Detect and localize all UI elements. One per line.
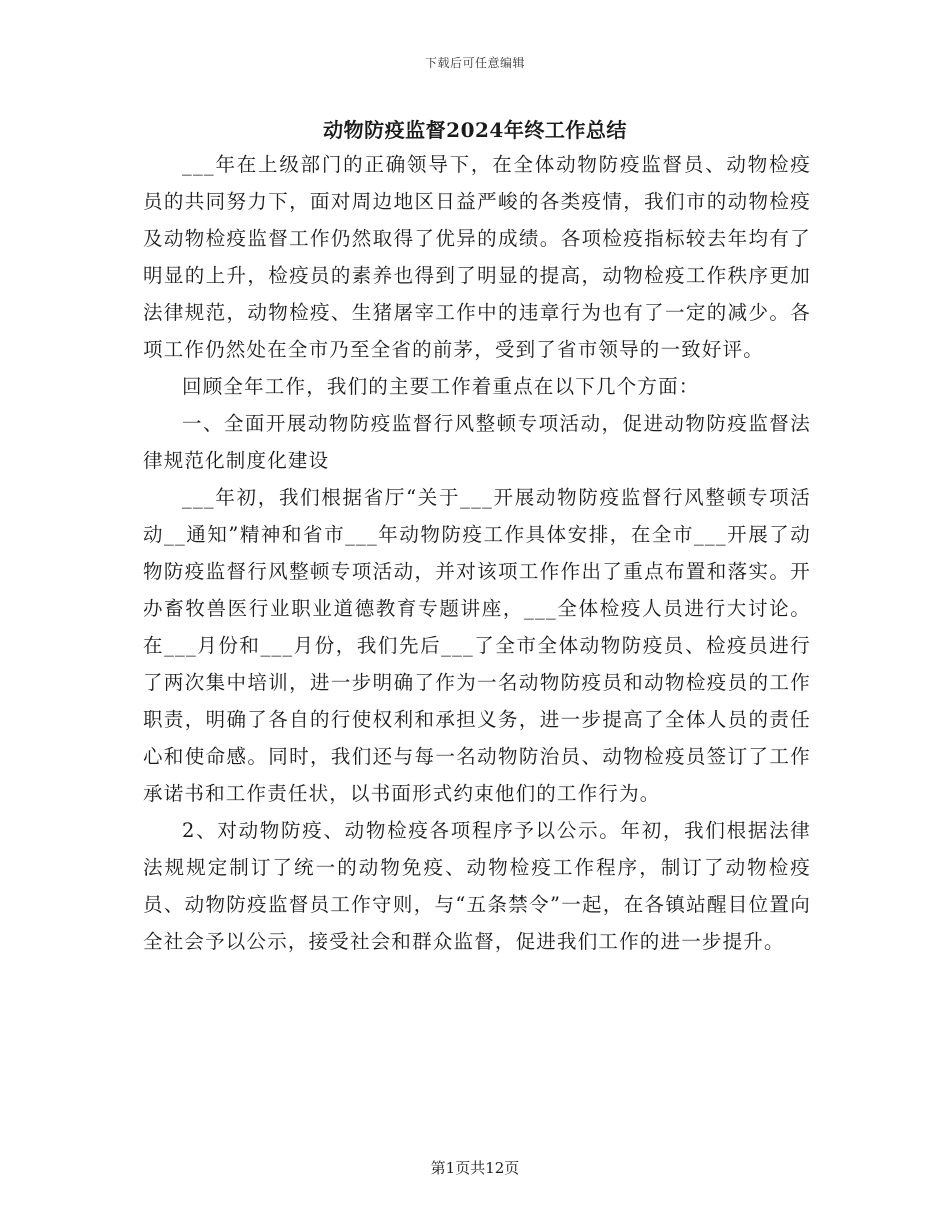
document-title: 动物防疫监督2024年终工作总结 xyxy=(323,118,627,142)
section-heading-1: 一、全面开展动物防疫监督行风整顿专项活动，促进动物防疫监督法律规范化制度化建设 xyxy=(143,412,811,472)
paragraph-intro: ___年在上级部门的正确领导下，在全体动物防疫监督员、动物检疫员的共同努力下，面对周边地区日益严峻的各类疫情，我们市的动物检疫及动物检疫监督工作仍然取得了优异的成绩。各项检疫指标较去年均有了明显的上升，检疫员的素养也得到了明显的提高，动物检疫工作秩序更加法律规范，动物检疫、生猪屠宰工作中的违章行为也有了一定的减少。各项工作仍然处在全市乃至全省的前茅，受到了省市领导的一致好评。 xyxy=(143,153,811,361)
header-note: 下载后可任意编辑 xyxy=(424,56,525,70)
page-footer: 第1页共12页 xyxy=(430,1159,520,1177)
paragraph-review: 回顾全年工作，我们的主要工作着重点在以下几个方面： xyxy=(182,375,700,398)
document-body xyxy=(143,146,811,960)
paragraph-item-2: 2、对动物防疫、动物检疫各项程序予以公示。年初，我们根据法律法规规定制订了统一的动物免疫、动物检疫工作程序，制订了动物检疫员、动物防疫监督员工作守则，与“五条禁令”一起，在各镇站醒目位置向全社会予以公示，接受社会和群众监督，促进我们工作的进一步提升。 xyxy=(143,819,811,953)
paragraph-early-year: ___年初，我们根据省厅“关于___开展动物防疫监督行风整顿专项活动__通知”精神和省市___年动物防疫工作具体安排，在全市___开展了动物防疫监督行风整顿专项活动，并对该项工作作出了重点布置和落实。开办畜牧兽医行业职业道德教育专题讲座，___全体检疫人员进行大讨论。在___月份和___月份，我们先后___了全市全体动物防疫员、检疫员进行了两次集中培训，进一步明确了作为一名动物防疫员和动物检疫员的工作职责，明确了各自的行使权利和承担义务，进一步提高了全体人员的责任心和使命感。同时，我们还与每一名动物防治员、动物检疫员签订了工作承诺书和工作责任状，以书面形式约束他们的工作行为。 xyxy=(143,486,811,805)
